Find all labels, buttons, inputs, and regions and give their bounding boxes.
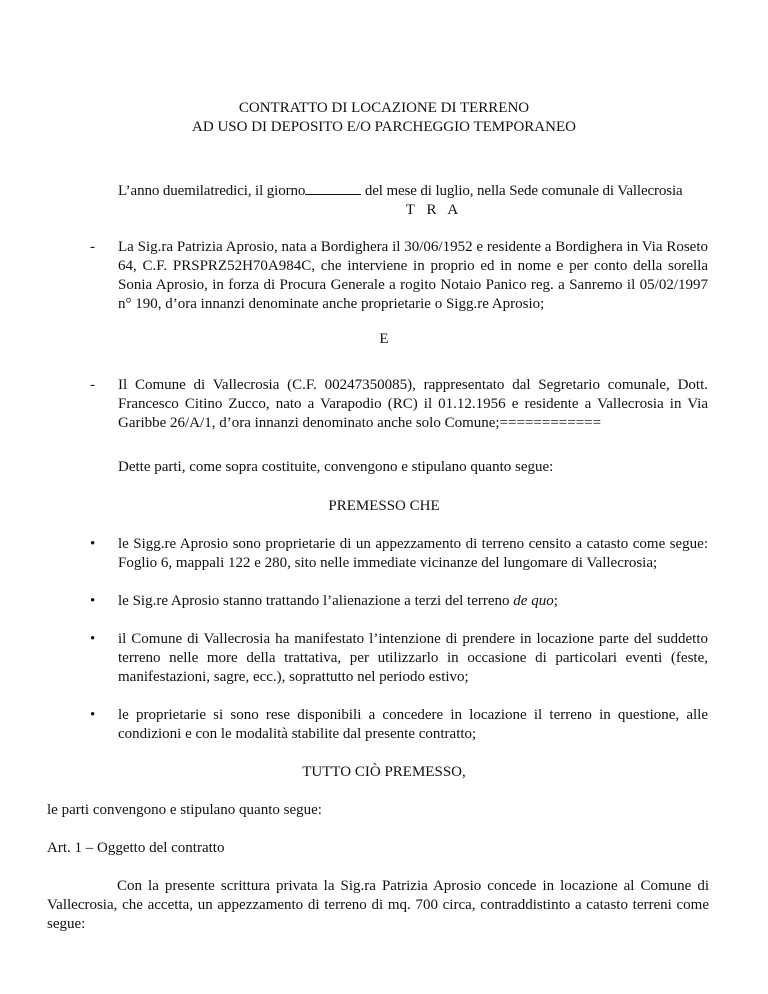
party1-dash: - (90, 239, 95, 255)
bullet-1-marker: • (90, 536, 96, 552)
intro-paragraph (118, 181, 708, 220)
bullet-4-text: le proprietarie si sono rese disponibili a concedere in locazione il terreno in questione, alle condizioni e con le modalità stabilite dal presente contratto; (118, 707, 708, 742)
intro-text-start: L’anno duemilatredici, il giorno (118, 183, 306, 199)
party2-dash: - (90, 377, 95, 393)
bullet-3-marker: • (90, 631, 96, 647)
parti-convengono-line: le parti convengono e stipulano quanto segue: (47, 802, 322, 818)
separator-e: E (379, 331, 389, 347)
bullet-2-marker: • (90, 593, 96, 609)
premesso-heading: PREMESSO CHE (328, 498, 440, 514)
intro-text-end: del mese di luglio, nella Sede comunale di Vallecrosia (361, 183, 683, 199)
tutto-premesso-heading: TUTTO CIÒ PREMESSO, (302, 764, 466, 780)
bullet-4-marker: • (90, 707, 96, 723)
dette-parti-line: Dette parti, come sopra costituite, convengono e stipulano quanto segue: (118, 459, 554, 475)
bullet-1-text: le Sigg.re Aprosio sono proprietarie di un appezzamento di terreno censito a catasto come segue: Foglio 6, mappali 122 e 280, sito nelle immediate vicinanze del lungomare di Vallecrosia; (118, 536, 708, 571)
party1-text: La Sig.ra Patrizia Aprosio, nata a Bordighera il 30/06/1952 e residente a Bordighera in Via Roseto 64, C.F. PRSPRZ52H70A984C, che interviene in proprio ed in nome e per conto della sorella Sonia Aprosio, in forza di Procura Generale a rogito Notaio Panico reg. a Sanremo il 05/02/1997 n° 190, d’ora innanzi denominate anche proprietarie o Sigg.re Aprosio; (118, 239, 708, 312)
art1-heading: Art. 1 – Oggetto del contratto (47, 840, 225, 856)
title-line-1: CONTRATTO DI LOCAZIONE DI TERRENO (238, 100, 530, 116)
bullet-3-text: il Comune di Vallecrosia ha manifestato l’intenzione di prendere in locazione parte del suddetto terreno nelle more della trattativa, per utilizzarlo in occasione di particolari eventi (feste, manifestazioni, sagre, ecc.), soprattutto nel periodo estivo; (118, 631, 708, 685)
title-line-2: AD USO DI DEPOSITO E/O PARCHEGGIO TEMPORANEO (192, 119, 576, 135)
art1-text: Con la presente scrittura privata la Sig.ra Patrizia Aprosio concede in locazione al Comune di Vallecrosia, che accetta, un appezzamento di terreno di mq. 700 circa, contraddistinto a catasto terreni come segue: (47, 878, 709, 932)
tra-heading: T R A (405, 202, 463, 218)
party2-text: Il Comune di Vallecrosia (C.F. 00247350085), rappresentato dal Segretario comunale, Dott. Francesco Citino Zucco, nato a Varapodio (RC) il 01.12.1956 e residente a Vallecrosia in Via Garibbe 26/A/1, d’ora innanzi denominato anche solo Comune;============ (118, 377, 708, 431)
document-title (0, 99, 768, 137)
de-quo-italic: de quo (513, 593, 554, 609)
day-blank-line (305, 181, 361, 195)
bullet-2-text: le Sig.re Aprosio stanno trattando l’alienazione a terzi del terreno de quo; (118, 593, 558, 609)
